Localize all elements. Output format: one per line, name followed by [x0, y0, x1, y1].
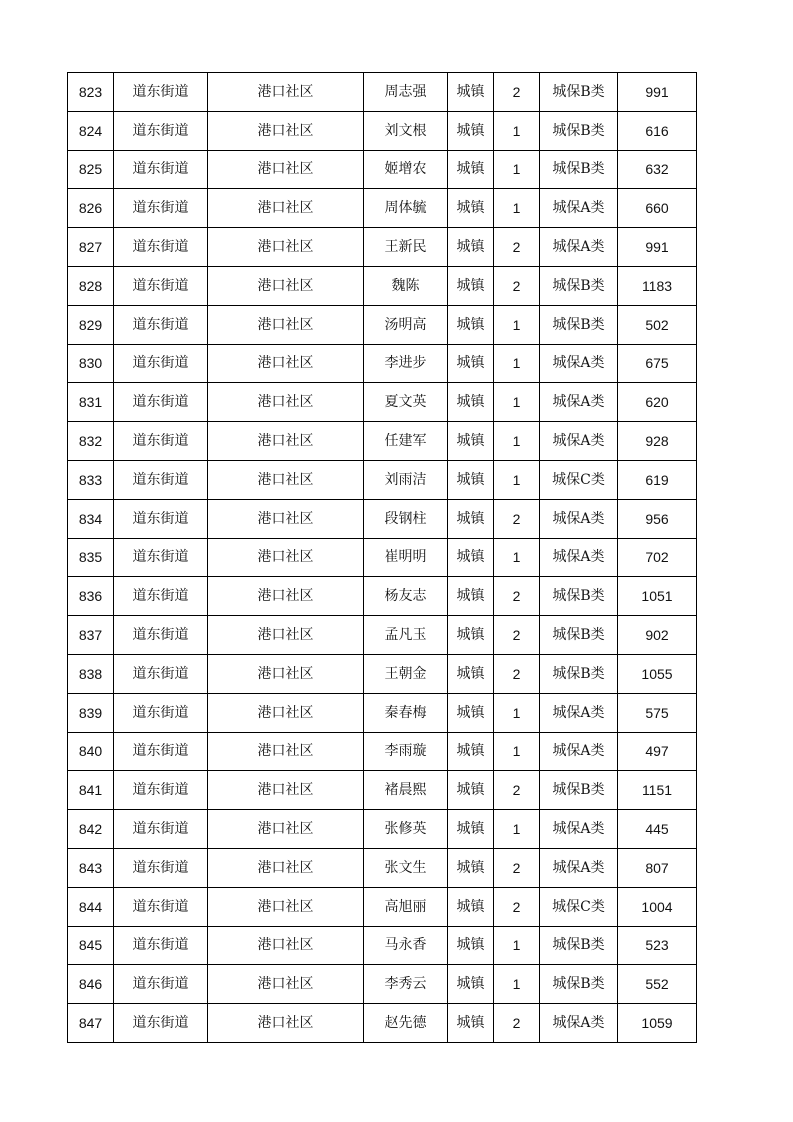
row-number-cell: 831	[68, 383, 114, 422]
amount-cell: 1004	[618, 887, 697, 926]
aid-category-cell: 城保B类	[540, 73, 618, 112]
household-size-cell: 1	[494, 810, 540, 849]
table-row	[68, 771, 697, 810]
aid-category-cell: 城保A类	[540, 344, 618, 383]
amount-cell: 502	[618, 305, 697, 344]
aid-category-cell: 城保A类	[540, 499, 618, 538]
community-cell: 港口社区	[208, 305, 364, 344]
table-row	[68, 305, 697, 344]
person-name-cell: 李进步	[364, 344, 448, 383]
table-row	[68, 577, 697, 616]
residence-type-cell: 城镇	[448, 344, 494, 383]
aid-category-cell: 城保A类	[540, 383, 618, 422]
street-cell: 道东街道	[114, 887, 208, 926]
table-row	[68, 189, 697, 228]
household-size-cell: 1	[494, 732, 540, 771]
street-cell: 道东街道	[114, 848, 208, 887]
table-row	[68, 150, 697, 189]
street-cell: 道东街道	[114, 422, 208, 461]
household-size-cell: 2	[494, 266, 540, 305]
household-size-cell: 2	[494, 771, 540, 810]
household-size-cell: 1	[494, 538, 540, 577]
street-cell: 道东街道	[114, 810, 208, 849]
street-cell: 道东街道	[114, 305, 208, 344]
street-cell: 道东街道	[114, 771, 208, 810]
person-name-cell: 夏文英	[364, 383, 448, 422]
amount-cell: 702	[618, 538, 697, 577]
person-name-cell: 王朝金	[364, 654, 448, 693]
amount-cell: 445	[618, 810, 697, 849]
community-cell: 港口社区	[208, 732, 364, 771]
person-name-cell: 刘雨洁	[364, 460, 448, 499]
amount-cell: 956	[618, 499, 697, 538]
aid-category-cell: 城保B类	[540, 616, 618, 655]
amount-cell: 620	[618, 383, 697, 422]
table-row	[68, 810, 697, 849]
community-cell: 港口社区	[208, 887, 364, 926]
beneficiary-table	[67, 72, 697, 1043]
amount-cell: 660	[618, 189, 697, 228]
residence-type-cell: 城镇	[448, 693, 494, 732]
table-row	[68, 111, 697, 150]
household-size-cell: 1	[494, 693, 540, 732]
aid-category-cell: 城保B类	[540, 926, 618, 965]
community-cell: 港口社区	[208, 926, 364, 965]
community-cell: 港口社区	[208, 654, 364, 693]
residence-type-cell: 城镇	[448, 266, 494, 305]
person-name-cell: 褚晨熙	[364, 771, 448, 810]
street-cell: 道东街道	[114, 111, 208, 150]
table-row	[68, 499, 697, 538]
residence-type-cell: 城镇	[448, 189, 494, 228]
street-cell: 道东街道	[114, 1004, 208, 1043]
street-cell: 道东街道	[114, 965, 208, 1004]
row-number-cell: 825	[68, 150, 114, 189]
table-row	[68, 965, 697, 1004]
amount-cell: 1051	[618, 577, 697, 616]
person-name-cell: 周体毓	[364, 189, 448, 228]
street-cell: 道东街道	[114, 266, 208, 305]
row-number-cell: 827	[68, 228, 114, 267]
community-cell: 港口社区	[208, 344, 364, 383]
residence-type-cell: 城镇	[448, 111, 494, 150]
community-cell: 港口社区	[208, 810, 364, 849]
household-size-cell: 1	[494, 383, 540, 422]
household-size-cell: 1	[494, 926, 540, 965]
table-row	[68, 228, 697, 267]
household-size-cell: 2	[494, 577, 540, 616]
table-body	[68, 73, 697, 1043]
residence-type-cell: 城镇	[448, 616, 494, 655]
residence-type-cell: 城镇	[448, 887, 494, 926]
row-number-cell: 840	[68, 732, 114, 771]
aid-category-cell: 城保A类	[540, 810, 618, 849]
aid-category-cell: 城保A类	[540, 538, 618, 577]
household-size-cell: 2	[494, 887, 540, 926]
residence-type-cell: 城镇	[448, 150, 494, 189]
street-cell: 道东街道	[114, 189, 208, 228]
row-number-cell: 846	[68, 965, 114, 1004]
residence-type-cell: 城镇	[448, 926, 494, 965]
street-cell: 道东街道	[114, 616, 208, 655]
aid-category-cell: 城保A类	[540, 693, 618, 732]
household-size-cell: 2	[494, 73, 540, 112]
residence-type-cell: 城镇	[448, 1004, 494, 1043]
residence-type-cell: 城镇	[448, 422, 494, 461]
table-row	[68, 73, 697, 112]
amount-cell: 552	[618, 965, 697, 1004]
street-cell: 道东街道	[114, 383, 208, 422]
community-cell: 港口社区	[208, 693, 364, 732]
residence-type-cell: 城镇	[448, 460, 494, 499]
table-row	[68, 1004, 697, 1043]
street-cell: 道东街道	[114, 73, 208, 112]
household-size-cell: 2	[494, 616, 540, 655]
amount-cell: 616	[618, 111, 697, 150]
row-number-cell: 830	[68, 344, 114, 383]
person-name-cell: 李秀云	[364, 965, 448, 1004]
residence-type-cell: 城镇	[448, 732, 494, 771]
amount-cell: 807	[618, 848, 697, 887]
person-name-cell: 孟凡玉	[364, 616, 448, 655]
aid-category-cell: 城保A类	[540, 848, 618, 887]
table-row	[68, 538, 697, 577]
amount-cell: 497	[618, 732, 697, 771]
row-number-cell: 829	[68, 305, 114, 344]
street-cell: 道东街道	[114, 538, 208, 577]
street-cell: 道东街道	[114, 732, 208, 771]
table-row	[68, 654, 697, 693]
community-cell: 港口社区	[208, 499, 364, 538]
table-row	[68, 266, 697, 305]
row-number-cell: 843	[68, 848, 114, 887]
community-cell: 港口社区	[208, 538, 364, 577]
amount-cell: 991	[618, 73, 697, 112]
street-cell: 道东街道	[114, 228, 208, 267]
row-number-cell: 824	[68, 111, 114, 150]
household-size-cell: 1	[494, 189, 540, 228]
aid-category-cell: 城保B类	[540, 111, 618, 150]
person-name-cell: 张文生	[364, 848, 448, 887]
amount-cell: 928	[618, 422, 697, 461]
community-cell: 港口社区	[208, 266, 364, 305]
row-number-cell: 838	[68, 654, 114, 693]
row-number-cell: 835	[68, 538, 114, 577]
household-size-cell: 1	[494, 965, 540, 1004]
row-number-cell: 845	[68, 926, 114, 965]
person-name-cell: 张修英	[364, 810, 448, 849]
community-cell: 港口社区	[208, 460, 364, 499]
residence-type-cell: 城镇	[448, 654, 494, 693]
row-number-cell: 836	[68, 577, 114, 616]
aid-category-cell: 城保B类	[540, 266, 618, 305]
row-number-cell: 826	[68, 189, 114, 228]
residence-type-cell: 城镇	[448, 848, 494, 887]
amount-cell: 523	[618, 926, 697, 965]
household-size-cell: 1	[494, 460, 540, 499]
table-row	[68, 616, 697, 655]
amount-cell: 1059	[618, 1004, 697, 1043]
table-row	[68, 460, 697, 499]
household-size-cell: 2	[494, 654, 540, 693]
household-size-cell: 1	[494, 111, 540, 150]
person-name-cell: 王新民	[364, 228, 448, 267]
household-size-cell: 1	[494, 422, 540, 461]
person-name-cell: 崔明明	[364, 538, 448, 577]
row-number-cell: 837	[68, 616, 114, 655]
amount-cell: 902	[618, 616, 697, 655]
street-cell: 道东街道	[114, 654, 208, 693]
amount-cell: 575	[618, 693, 697, 732]
person-name-cell: 杨友志	[364, 577, 448, 616]
person-name-cell: 李雨璇	[364, 732, 448, 771]
aid-category-cell: 城保A类	[540, 189, 618, 228]
table-row	[68, 383, 697, 422]
table-row	[68, 926, 697, 965]
community-cell: 港口社区	[208, 1004, 364, 1043]
aid-category-cell: 城保A类	[540, 228, 618, 267]
community-cell: 港口社区	[208, 383, 364, 422]
aid-category-cell: 城保B类	[540, 771, 618, 810]
table-row	[68, 422, 697, 461]
amount-cell: 1151	[618, 771, 697, 810]
amount-cell: 619	[618, 460, 697, 499]
person-name-cell: 刘文根	[364, 111, 448, 150]
row-number-cell: 834	[68, 499, 114, 538]
amount-cell: 991	[618, 228, 697, 267]
residence-type-cell: 城镇	[448, 499, 494, 538]
residence-type-cell: 城镇	[448, 383, 494, 422]
aid-category-cell: 城保A类	[540, 732, 618, 771]
community-cell: 港口社区	[208, 848, 364, 887]
community-cell: 港口社区	[208, 189, 364, 228]
amount-cell: 675	[618, 344, 697, 383]
person-name-cell: 任建军	[364, 422, 448, 461]
household-size-cell: 2	[494, 1004, 540, 1043]
document-page	[67, 72, 697, 1043]
street-cell: 道东街道	[114, 577, 208, 616]
street-cell: 道东街道	[114, 693, 208, 732]
household-size-cell: 1	[494, 344, 540, 383]
household-size-cell: 1	[494, 150, 540, 189]
community-cell: 港口社区	[208, 771, 364, 810]
community-cell: 港口社区	[208, 228, 364, 267]
residence-type-cell: 城镇	[448, 771, 494, 810]
row-number-cell: 832	[68, 422, 114, 461]
community-cell: 港口社区	[208, 422, 364, 461]
street-cell: 道东街道	[114, 926, 208, 965]
aid-category-cell: 城保A类	[540, 1004, 618, 1043]
aid-category-cell: 城保B类	[540, 305, 618, 344]
row-number-cell: 828	[68, 266, 114, 305]
amount-cell: 1055	[618, 654, 697, 693]
community-cell: 港口社区	[208, 577, 364, 616]
row-number-cell: 841	[68, 771, 114, 810]
person-name-cell: 赵先德	[364, 1004, 448, 1043]
household-size-cell: 2	[494, 848, 540, 887]
table-row	[68, 732, 697, 771]
street-cell: 道东街道	[114, 150, 208, 189]
aid-category-cell: 城保B类	[540, 150, 618, 189]
row-number-cell: 844	[68, 887, 114, 926]
amount-cell: 632	[618, 150, 697, 189]
aid-category-cell: 城保B类	[540, 965, 618, 1004]
person-name-cell: 周志强	[364, 73, 448, 112]
row-number-cell: 842	[68, 810, 114, 849]
person-name-cell: 马永香	[364, 926, 448, 965]
community-cell: 港口社区	[208, 73, 364, 112]
community-cell: 港口社区	[208, 965, 364, 1004]
community-cell: 港口社区	[208, 111, 364, 150]
amount-cell: 1183	[618, 266, 697, 305]
aid-category-cell: 城保C类	[540, 887, 618, 926]
household-size-cell: 2	[494, 228, 540, 267]
household-size-cell: 2	[494, 499, 540, 538]
community-cell: 港口社区	[208, 150, 364, 189]
person-name-cell: 姬增农	[364, 150, 448, 189]
row-number-cell: 833	[68, 460, 114, 499]
aid-category-cell: 城保B类	[540, 577, 618, 616]
person-name-cell: 段钢柱	[364, 499, 448, 538]
street-cell: 道东街道	[114, 460, 208, 499]
residence-type-cell: 城镇	[448, 577, 494, 616]
row-number-cell: 823	[68, 73, 114, 112]
residence-type-cell: 城镇	[448, 305, 494, 344]
person-name-cell: 高旭丽	[364, 887, 448, 926]
person-name-cell: 汤明高	[364, 305, 448, 344]
residence-type-cell: 城镇	[448, 810, 494, 849]
table-row	[68, 887, 697, 926]
residence-type-cell: 城镇	[448, 538, 494, 577]
aid-category-cell: 城保A类	[540, 422, 618, 461]
aid-category-cell: 城保B类	[540, 654, 618, 693]
household-size-cell: 1	[494, 305, 540, 344]
aid-category-cell: 城保C类	[540, 460, 618, 499]
table-row	[68, 693, 697, 732]
table-row	[68, 848, 697, 887]
street-cell: 道东街道	[114, 344, 208, 383]
person-name-cell: 魏陈	[364, 266, 448, 305]
residence-type-cell: 城镇	[448, 228, 494, 267]
street-cell: 道东街道	[114, 499, 208, 538]
table-row	[68, 344, 697, 383]
residence-type-cell: 城镇	[448, 73, 494, 112]
row-number-cell: 847	[68, 1004, 114, 1043]
person-name-cell: 秦春梅	[364, 693, 448, 732]
residence-type-cell: 城镇	[448, 965, 494, 1004]
community-cell: 港口社区	[208, 616, 364, 655]
row-number-cell: 839	[68, 693, 114, 732]
